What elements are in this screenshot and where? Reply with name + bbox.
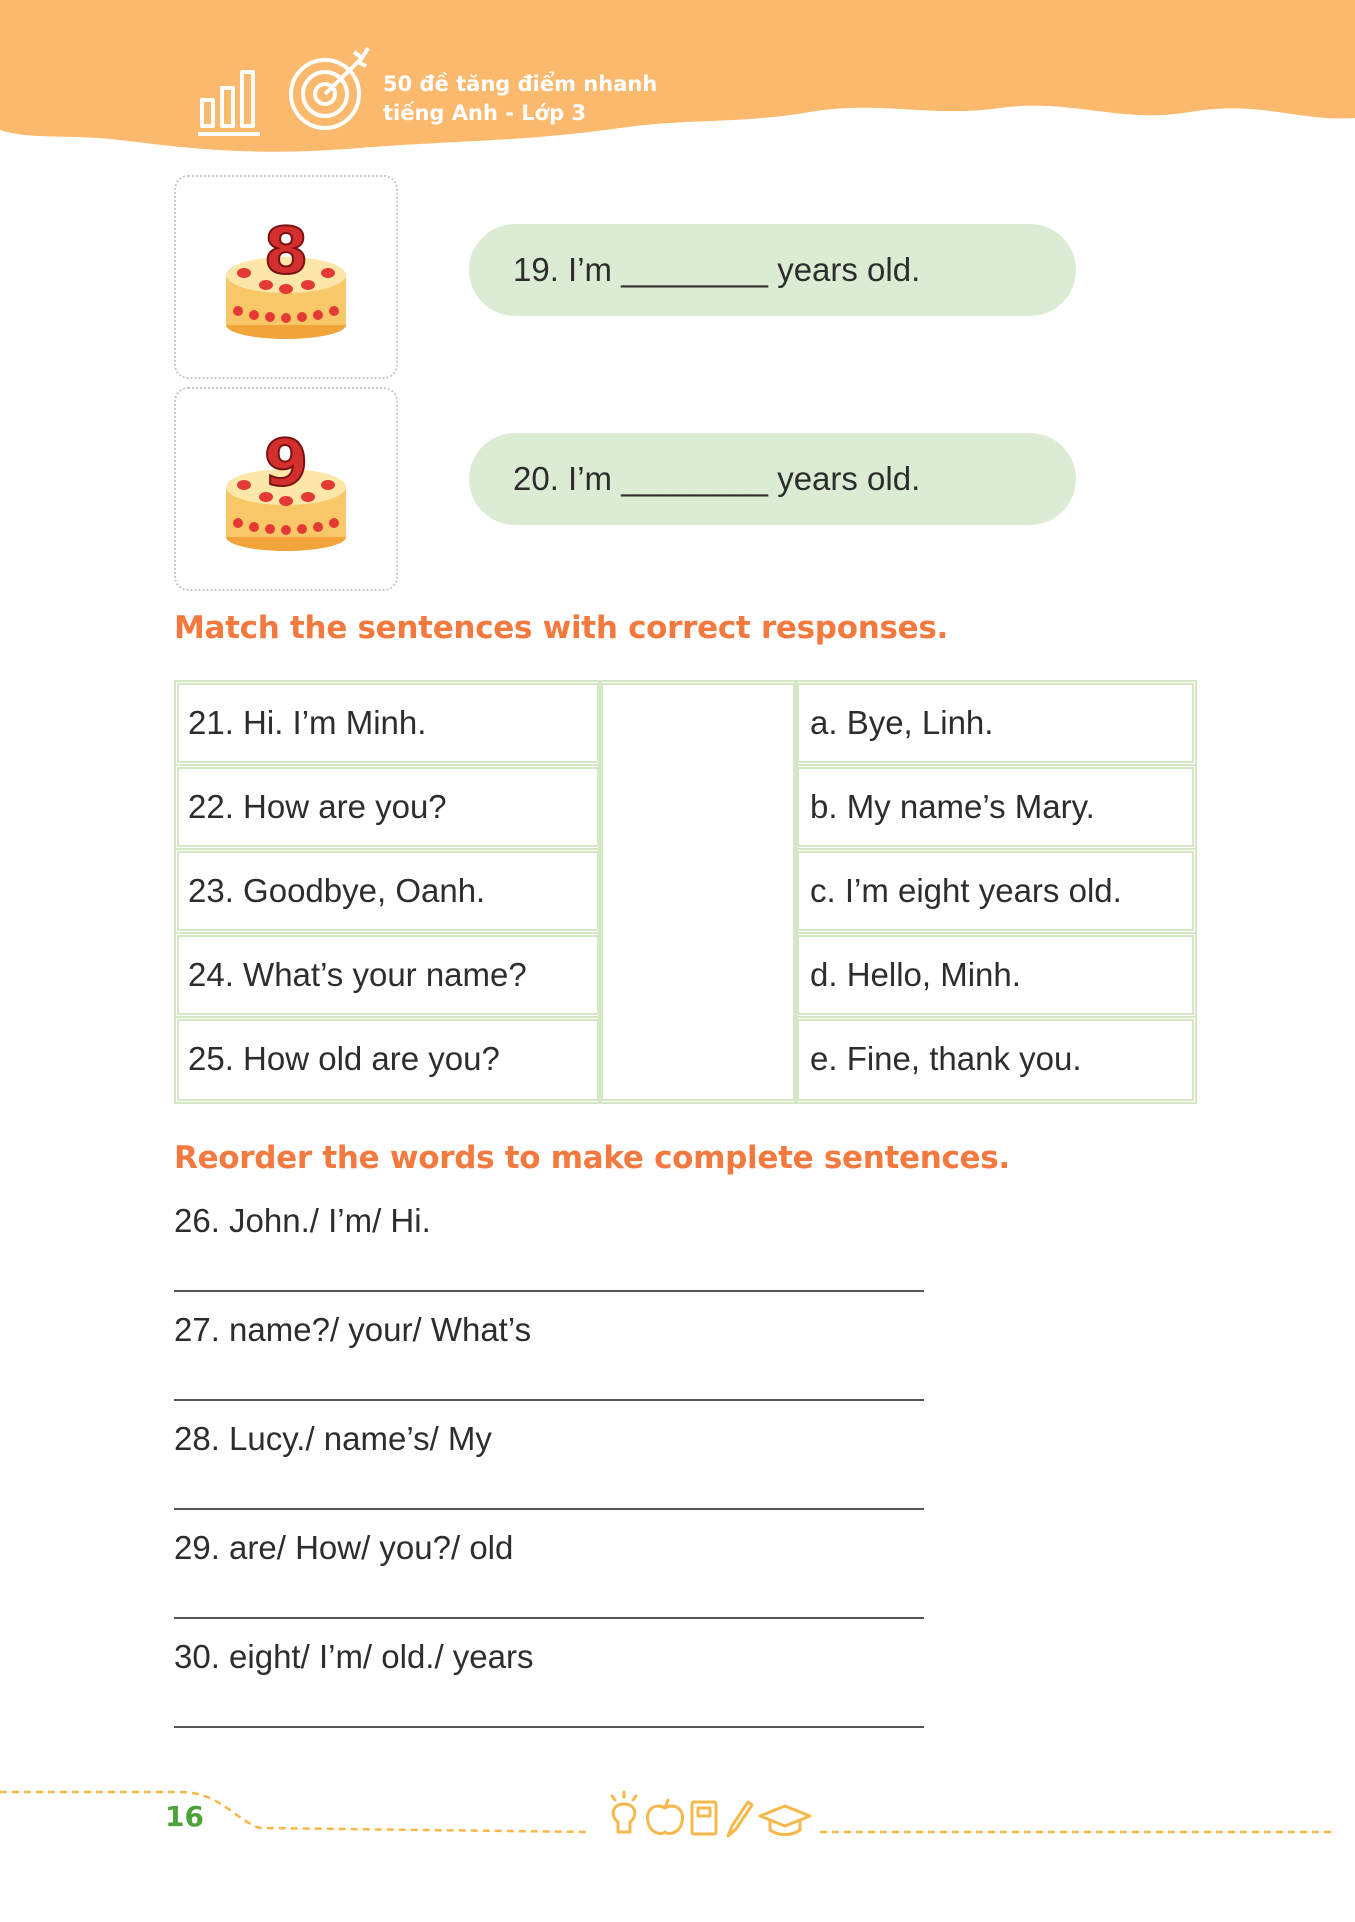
answer-line-30[interactable] (174, 1726, 924, 1728)
book-title-line-1: 50 đề tăng điểm nhanh (383, 72, 658, 96)
match-left-22: 22. How are you? (188, 788, 447, 825)
reorder-item-30: 30. eight/ I’m/ old./ years (174, 1638, 534, 1675)
answer-line-28[interactable] (174, 1508, 924, 1510)
match-left-24: 24. What’s your name? (188, 956, 527, 993)
match-right-d: d. Hello, Minh. (810, 956, 1021, 993)
book-title-line-2: tiếng Anh - Lớp 3 (383, 101, 587, 125)
match-right-e: e. Fine, thank you. (810, 1040, 1082, 1077)
answer-line-29[interactable] (174, 1617, 924, 1619)
table-cell (598, 680, 798, 1104)
answer-line-27[interactable] (174, 1399, 924, 1401)
answer-line-26[interactable] (174, 1290, 924, 1292)
page-number: 16 (165, 1800, 204, 1833)
match-left-23: 23. Goodbye, Oanh. (188, 872, 486, 909)
cake-card-9 (174, 387, 398, 591)
cake-number: 8 (263, 215, 309, 289)
match-left-25: 25. How old are you? (188, 1040, 500, 1077)
sentence-19: 19. I’m ________ years old. (469, 224, 1076, 316)
match-right-c: c. I’m eight years old. (810, 872, 1122, 909)
match-right-b: b. My name’s Mary. (810, 788, 1095, 825)
match-left-21: 21. Hi. I’m Minh. (188, 704, 427, 741)
birthday-cake-icon (216, 427, 356, 557)
birthday-cake-icon (216, 215, 356, 345)
reorder-item-28: 28. Lucy./ name’s/ My (174, 1420, 492, 1457)
reorder-item-26: 26. John./ I’m/ Hi. (174, 1202, 431, 1239)
cake-card-8 (174, 175, 398, 379)
match-section-title: Match the sentences with correct responses. (174, 610, 948, 646)
reorder-item-27: 27. name?/ your/ What’s (174, 1311, 532, 1348)
book-title (383, 70, 657, 128)
sentence-20: 20. I’m ________ years old. (469, 433, 1076, 525)
school-icons (612, 1792, 810, 1836)
cake-number: 9 (263, 427, 309, 501)
reorder-item-29: 29. are/ How/ you?/ old (174, 1529, 514, 1566)
chart-target-logo-icon (190, 38, 390, 143)
match-right-a: a. Bye, Linh. (810, 704, 994, 741)
reorder-section-title: Reorder the words to make complete sentences. (174, 1140, 1010, 1176)
match-table (174, 680, 1197, 1104)
